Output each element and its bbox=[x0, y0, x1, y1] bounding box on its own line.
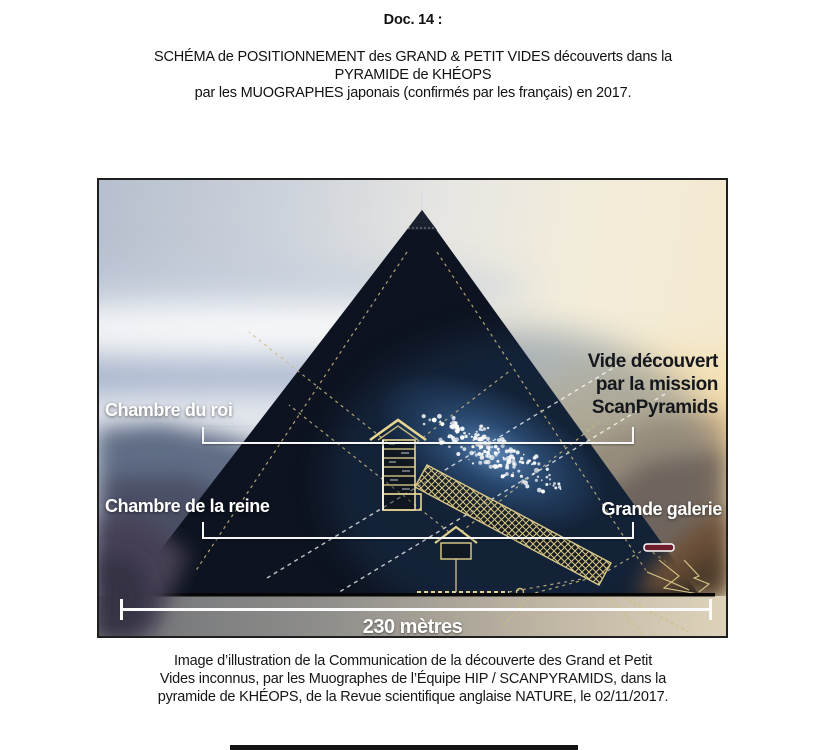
label-base-measure: 230 mètres bbox=[362, 616, 463, 638]
bracket-king-void bbox=[202, 427, 634, 444]
label-king-chamber: Chambre du roi bbox=[105, 400, 233, 420]
caption-line1: Image d’illustration de la Communication de la découverte des Grand et Petit bbox=[173, 653, 653, 669]
label-void-line3: ScanPyramids bbox=[591, 397, 718, 418]
doc-subtitle bbox=[0, 48, 826, 102]
doc-subtitle-line3: par les MUOGRAPHES japonais (confirmés par les français) en 2017. bbox=[194, 85, 632, 101]
doc-subtitle-line1: SCHÉMA de POSITIONNEMENT des GRAND & PETIT VIDES découverts dans la bbox=[154, 49, 672, 65]
doc-heading: Doc. 14 : bbox=[383, 12, 443, 28]
entrance-marker bbox=[644, 544, 674, 551]
bracket-queen-gallery bbox=[202, 522, 634, 539]
doc-subtitle-line2: PYRAMIDE de KHÉOPS bbox=[334, 67, 492, 83]
label-void-line1: Vide découvert bbox=[587, 351, 718, 372]
caption-line3: pyramide de KHÉOPS, de la Revue scientifique anglaise NATURE, le 02/11/2017. bbox=[157, 689, 669, 705]
caption-line2: Vides inconnus, par les Muographes de l’Équipe HIP / SCANPYRAMIDS, dans la bbox=[159, 671, 667, 687]
figure-caption bbox=[0, 652, 826, 706]
next-block-edge bbox=[230, 745, 578, 750]
label-queen-chamber: Chambre de la reine bbox=[105, 496, 270, 516]
scale-bar-line bbox=[120, 608, 712, 611]
pyramid-figure bbox=[97, 178, 728, 638]
label-void-line2: par la mission bbox=[595, 374, 718, 395]
label-grand-gallery: Grande galerie bbox=[601, 499, 722, 519]
label-scanpyramids-void bbox=[588, 350, 718, 419]
